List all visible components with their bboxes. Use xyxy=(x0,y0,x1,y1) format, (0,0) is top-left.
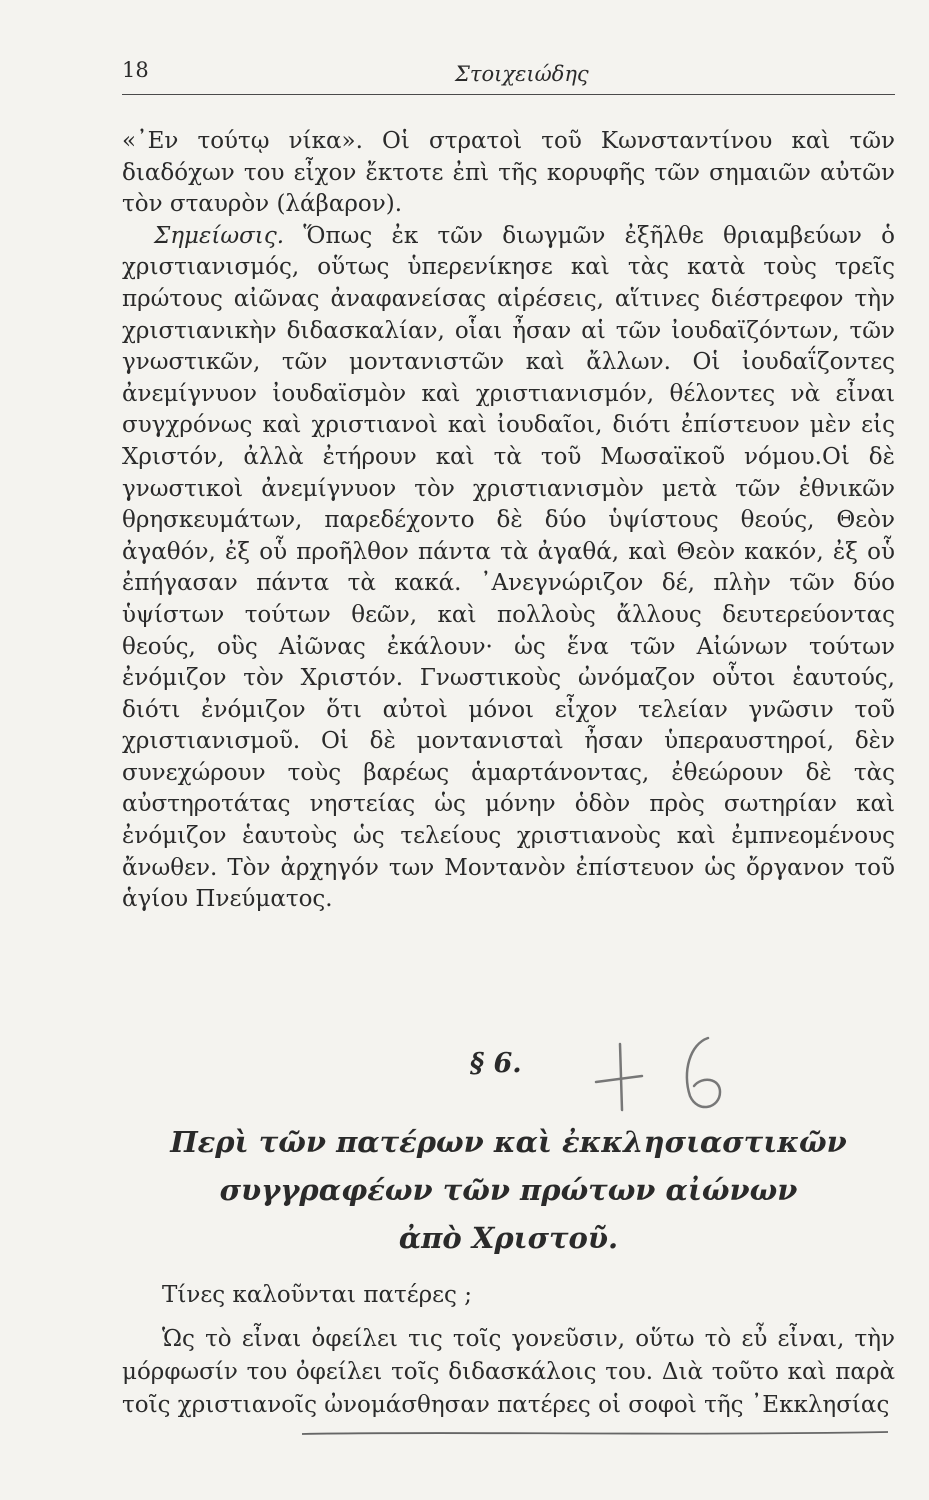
handwritten-mark xyxy=(590,1030,730,1124)
section-title-line-1: Περὶ τῶν πατέρων καὶ ἐκκλησιαστικῶν xyxy=(170,1125,847,1159)
handwritten-cross-six-icon xyxy=(590,1030,730,1120)
section-number: § 6. xyxy=(470,1048,522,1079)
answer-paragraph: Ὡς τὸ εἶναι ὀφείλει τις τοῖς γονεῦσιν, οὕτω τὸ εὖ εἶναι, τὴν μόρφωσίν του ὀφείλει τοῖς διδασκάλοις του. Διὰ τοῦτο καὶ παρὰ τοῖς χριστιανοῖς ὠνομάσθησαν πατέρες οἱ σοφοὶ τῆς ᾿Εκκλησίας xyxy=(122,1326,895,1418)
paragraph-2 xyxy=(122,221,895,916)
question-text: Τίνες καλοῦνται πατέρες ; xyxy=(162,1282,472,1308)
running-title: Στοιχειώδης xyxy=(455,62,589,86)
section-title-line-3: ἀπὸ Χριστοῦ. xyxy=(398,1221,619,1255)
main-text xyxy=(122,126,895,916)
note-label: Σημείωσις. xyxy=(154,222,285,249)
paragraph-2-text: Ὅπως ἐκ τῶν διωγμῶν ἐξῆλθε θριαμβεύων ὁ χριστιανισμός, οὕτως ὑπερενίκησε καὶ τὰς κατὰ τοὺς τρεῖς πρώτους αἰῶνας ἀναφανείσας αἱρέσεις, αἵτινες διέστρεφον τὴν χριστιανικὴν διδασκαλίαν, οἷαι ἦσαν αἱ τῶν ἰουδαϊζόντων, τῶν γνωστικῶν, τῶν μοντανιστῶν καὶ ἄλλων. Οἱ ἰουδαΐζοντες ἀνεμίγνυον ἰουδαϊσμὸν καὶ χριστιανισμόν, θέλοντες νὰ εἶναι συγχρόνως καὶ χριστιανοὶ καὶ ἰουδαῖοι, διότι ἐπίστευον μὲν εἰς Χριστόν, ἀλλὰ ἐτήρουν καὶ τὰ τοῦ Μωσαϊκοῦ νόμου.Οἱ δὲ γνωστικοὶ ἀνεμίγνυον τὸν χριστιανισμὸν μετὰ τῶν ἐθνικῶν θρησκευμάτων, παρεδέχοντο δὲ δύο ὑψίστους θεούς, Θεὸν ἀγαθόν, ἐξ οὗ προῆλθον πάντα τὰ ἀγαθά, καὶ Θεὸν κακόν, ἐξ οὗ ἐπήγασαν πάντα τὰ κακά. ᾿Ανεγνώριζον δέ, πλὴν τῶν δύο ὑψίστων τούτων θεῶν, καὶ πολλοὺς ἄλλους δευτερεύοντας θεούς, οὓς Αἰῶνας ἐκάλουν· ὡς ἕνα τῶν Αἰώνων τούτων ἐνόμιζον τὸν Χριστόν. Γνωστικοὺς ὠνόμαζον οὗτοι ἑαυτούς, διότι ἐνόμιζον ὅτι αὐτοὶ μόνοι εἶχον τελείαν γνῶσιν τοῦ χριστιανισμοῦ. Οἱ δὲ μοντανισταὶ ἦσαν ὑπεραυστηροί, δὲν συνεχώρουν τοὺς βαρέως ἁμαρτάνοντας, ἐθεώρουν δὲ τὰς αὐστηροτάτας νηστείας ὡς μόνην ὁδὸν πρὸς σωτηρίαν καὶ ἐνόμιζον ἑαυτοὺς ὡς τελείους χριστιανοὺς καὶ ἐμπνεομένους ἄνωθεν. Τὸν ἀρχηγόν των Μοντανὸν ἐπίστευον ὡς ὄργανον τοῦ ἁγίου Πνεύματος. xyxy=(122,222,895,913)
pencil-underline xyxy=(300,1428,890,1438)
answer-text xyxy=(122,1323,895,1422)
paragraph-1: «᾿Εν τούτῳ νίκα». Οἱ στρατοὶ τοῦ Κωνσταντίνου καὶ τῶν διαδόχων του εἶχον ἔκτοτε ἐπὶ τῆς κορυφῆς τῶν σημαιῶν αὐτῶν τὸν σταυρὸν (λάβαρον). xyxy=(122,128,895,218)
page-header xyxy=(122,58,895,95)
section-title-line-2: συγγραφέων τῶν πρώτων αἰώνων xyxy=(219,1173,798,1207)
page-number: 18 xyxy=(122,58,149,82)
